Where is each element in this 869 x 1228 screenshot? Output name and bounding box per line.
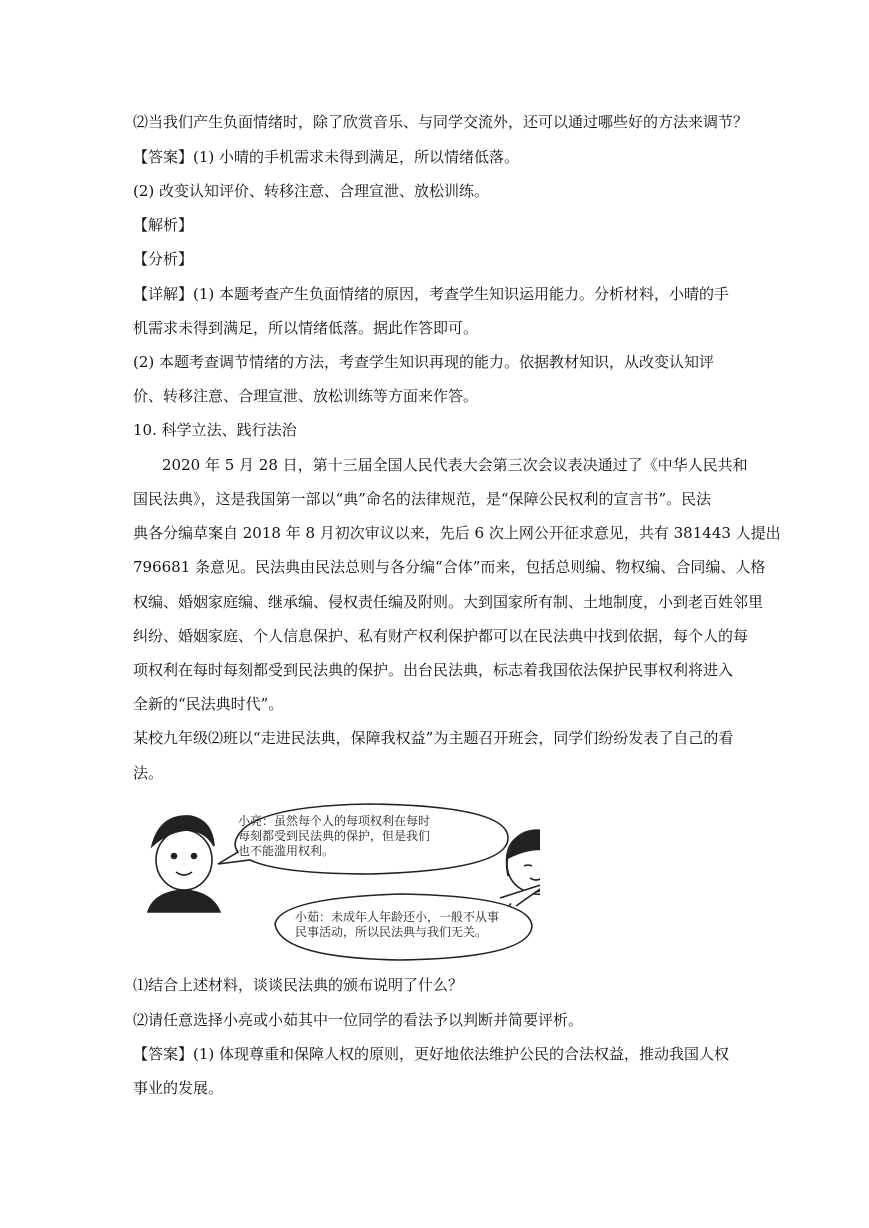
q9-answer-2: (2) 改变认知评价、转移注意、合理宣泄、放松训练。 <box>133 182 490 200</box>
bubble-girl-line: 民事活动，所以民法典与我们无关。 <box>295 925 488 939</box>
bubble-boy-line: 小亮：虽然每个人的每项权利在每时 <box>238 814 431 828</box>
q10-para-line: 2020 年 5 月 28 日，第十三届全国人民代表大会第三次会议表决通过了《中华人民共和 <box>162 456 748 474</box>
q10-question-1: ⑴结合上述材料，谈谈民法典的颁布说明了什么？ <box>133 976 464 994</box>
q9-detail-1b: 机需求未得到满足，所以情绪低落。据此作答即可。 <box>133 319 479 337</box>
q10-para-line: 国民法典》，这是我国第一部以“典”命名的法律规范，是“保障公民权利的宣言书”。民法 <box>133 490 712 508</box>
q9-detail-1a: 【详解】(1) 本题考查产生负面情绪的原因，考查学生知识运用能力。分析材料，小晴的手 <box>133 285 730 303</box>
q9-jiexi-heading: 【解析】 <box>133 216 194 234</box>
q10-intro-b: 法。 <box>133 764 164 782</box>
boy-figure <box>148 816 220 912</box>
q10-title: 10. 科学立法、践行法治 <box>133 421 297 439</box>
q10-answer-1a: 【答案】(1) 体现尊重和保障人权的原则，更好地依法维护公民的合法权益，推动我国人权 <box>133 1045 730 1063</box>
bubble-boy-line: 也不能滥用权利。 <box>238 844 335 858</box>
q10-question-2: ⑵请任意选择小亮或小茹其中一位同学的看法予以判断并简要评析。 <box>133 1011 584 1029</box>
bubble-boy-line: 每刻都受到民法典的保护，但是我们 <box>238 829 431 843</box>
q9-detail-2b: 价、转移注意、合理宣泄、放松训练等方面来作答。 <box>133 387 479 405</box>
q10-intro-a: 某校九年级⑵班以“走进民法典，保障我权益”为主题召开班会，同学们纷纷发表了自己的看 <box>133 729 734 747</box>
q10-para-line: 纠纷、婚姻家庭、个人信息保护、私有财产权利保护都可以在民法典中找到依据，每个人的每 <box>133 627 749 645</box>
bubble-girl-line: 小茹：未成年人年龄还小，一般不从事 <box>295 910 500 924</box>
q9-question-2: ⑵当我们产生负面情绪时，除了欣赏音乐、与同学交流外，还可以通过哪些好的方法来调节？ <box>133 113 749 131</box>
q10-para-line: 典各分编草案自 2018 年 8 月初次审议以来，先后 6 次上网公开征求意见，共有 381443 人提出 <box>133 524 781 542</box>
q10-para-line: 796681 条意见。民法典由民法总则与各分编“合体”而来，包括总则编、物权编、合同编、人格 <box>133 558 766 576</box>
q10-para-line: 权编、婚姻家庭编、继承编、侵权责任编及附则。大到国家所有制、土地制度，小到老百姓邻里 <box>133 593 764 611</box>
q10-para-line: 项权利在每时每刻都受到民法典的保护。出台民法典，标志着我国依法保护民事权利将进入 <box>133 661 734 679</box>
q10-para-line: 全新的“民法典时代”。 <box>133 695 284 713</box>
q9-fenxi-heading: 【分析】 <box>133 250 194 268</box>
q9-detail-2a: (2) 本题考查调节情绪的方法，考查学生知识再现的能力。依据教材知识，从改变认知评 <box>133 353 715 371</box>
q9-answer-1: 【答案】(1) 小晴的手机需求未得到满足，所以情绪低落。 <box>133 148 520 166</box>
q10-answer-1b: 事业的发展。 <box>133 1079 224 1097</box>
cartoon-figure <box>140 794 540 964</box>
